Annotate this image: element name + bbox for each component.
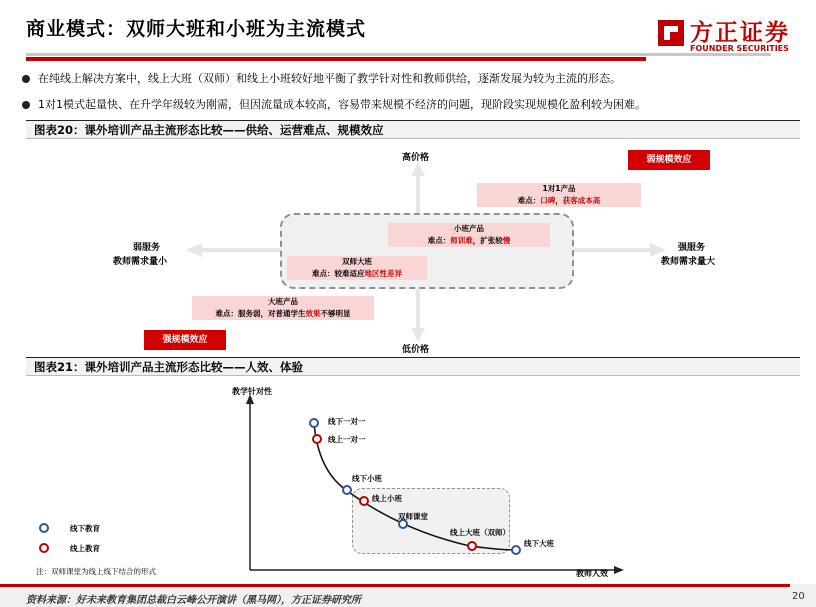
legend-online-marker (40, 544, 48, 552)
strong-scale-badge: 强规模效应 (144, 330, 226, 350)
large-class-product-box (192, 296, 374, 320)
axis-top-label: 高价格 (402, 153, 430, 163)
footer-divider (0, 584, 790, 587)
logo-text-cn: 方正证券 (690, 20, 790, 46)
legend-offline-label: 线下教育 (70, 524, 100, 533)
offline-1v1-label: 线下一对一 (328, 417, 366, 426)
source-note: 资料来源：好未来教育集团总裁白云峰公开演讲（黑马网），方正证券研究所 (26, 595, 361, 606)
page-title: 商业模式：双师大班和小班为主流模式 (26, 18, 367, 40)
offline-large-point (512, 546, 520, 554)
founder-securities-logo (654, 14, 794, 60)
axis-right-label-2: 教师需求量大 (661, 257, 716, 267)
bullet-dot-icon (22, 101, 30, 109)
small-class-difficulty: 难点：师训难，扩张较慢 (427, 236, 511, 245)
figure-21-chart (0, 380, 816, 580)
bullet-2-text: 1对1模式起量快、在升学年级较为刚需，但因流量成本较高，容易带来规模不经济的问题，现阶段实现规模化盈利较为困难。 (38, 98, 646, 111)
dual-teacher-product-box (287, 256, 427, 280)
axis-left-label-1: 弱服务 (133, 243, 161, 253)
legend-online-label: 线上教育 (70, 544, 100, 553)
dual-teacher-name: 双师大班 (342, 257, 372, 266)
logo-mark-icon (654, 16, 686, 48)
one-on-one-product-box (477, 183, 641, 207)
online-large-point (468, 542, 476, 550)
figure-21-note: 注：双师课堂为线上线下结合的形式 (36, 567, 156, 576)
small-class-name: 小班产品 (454, 224, 484, 233)
offline-large-label: 线下大班 (524, 539, 554, 548)
online-1v1-label: 线上一对一 (328, 435, 366, 444)
large-class-name: 大班产品 (268, 297, 298, 306)
online-large-label: 线上大班（双师） (450, 528, 510, 537)
axis-left-label-2: 教师需求量小 (113, 257, 168, 267)
axis-bottom-label: 低价格 (402, 345, 430, 355)
online-small-label: 线上小班 (372, 494, 402, 503)
efficiency-curve-chart (0, 380, 816, 580)
bullet-1-text: 在纯线上解决方案中，线上大班（双师）和线上小班较好地平衡了教学针对性和教师供给，逐渐发展为较为主流的形态。 (38, 72, 621, 85)
bullet-1 (22, 70, 621, 86)
one-on-one-difficulty: 难点：口碑，获客成本高 (517, 196, 601, 205)
logo-text-en: FOUNDER SECURITIES (690, 44, 789, 53)
large-class-difficulty: 难点：服务弱，对普通学生效果不够明显 (215, 309, 351, 318)
online-1v1-point (313, 435, 321, 443)
one-on-one-name: 1对1产品 (542, 184, 576, 193)
x-axis-label: 教师人效 (576, 569, 608, 578)
figure-21-title: 图表21：课外培训产品主流形态比较——人效、体验 (26, 357, 800, 376)
small-class-product-box (388, 223, 550, 247)
figure-20-title: 图表20：课外培训产品主流形态比较——供给、运营难点、规模效应 (26, 120, 800, 139)
axis-right-label-1: 强服务 (678, 243, 706, 253)
online-small-point (360, 497, 368, 505)
legend-offline-marker (40, 524, 48, 532)
offline-small-label: 线下小班 (352, 474, 382, 483)
dual-teacher-difficulty: 难点：较难适应地区性差异 (312, 269, 402, 278)
offline-1v1-point (310, 419, 318, 427)
page-number: 20 (792, 591, 805, 602)
bullet-dot-icon (22, 75, 30, 83)
bullet-2 (22, 96, 646, 112)
y-axis-label: 教学针对性 (232, 387, 272, 396)
dual-teacher-label: 双师课堂 (398, 512, 428, 521)
offline-small-point (343, 486, 351, 494)
figure-20-matrix (26, 140, 800, 354)
title-divider-red (26, 57, 646, 61)
weak-scale-badge: 弱规模效应 (628, 150, 710, 170)
